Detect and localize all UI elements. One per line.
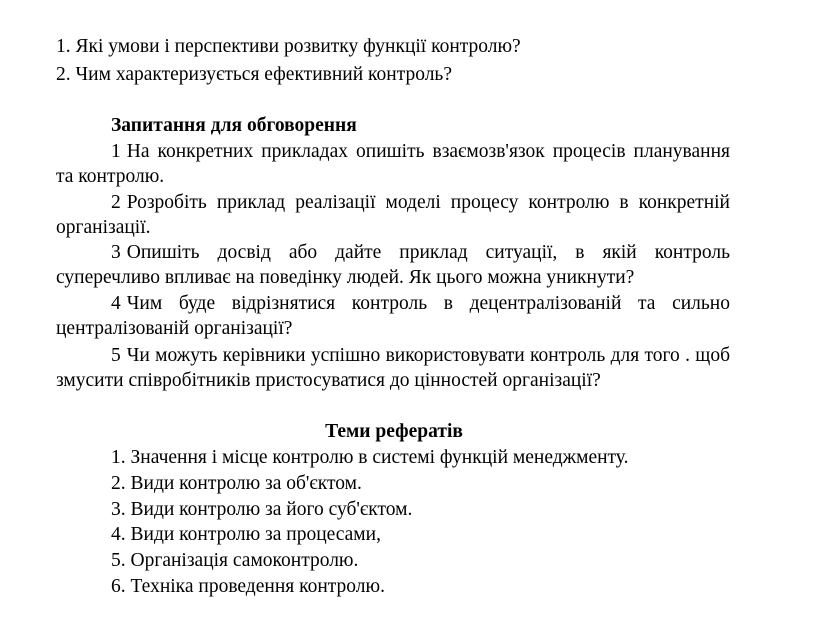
discussion-item-number: 4	[111, 293, 121, 314]
discussion-item-text: Розробіть приклад реалізації моделі процесу контролю в конкретній організації.	[56, 192, 730, 238]
discussion-item-1	[56, 139, 730, 189]
topic-item-3: 3. Види контролю за його суб'єктом.	[111, 499, 413, 520]
topic-item-6: 6. Техніка проведення контролю.	[111, 576, 385, 597]
discussion-item-number: 2	[111, 192, 121, 213]
control-question-1: 1. Які умови і перспективи розвитку функції контролю?	[56, 36, 521, 57]
control-question-2: 2. Чим характеризується ефективний контроль?	[56, 64, 452, 85]
discussion-item-number: 1	[111, 141, 121, 162]
discussion-item-number: 5	[111, 345, 121, 366]
topic-item-2: 2. Види контролю за об'єктом.	[111, 473, 362, 494]
discussion-heading: Запитання для обговорення	[111, 115, 357, 136]
discussion-item-text: Чи можуть керівники успішно використовувати контроль для того . щоб змусити співробітників пристосуватися до цінностей організації?	[56, 345, 730, 391]
discussion-item-number: 3	[111, 242, 121, 263]
discussion-item-3	[56, 240, 730, 290]
discussion-item-text: Опишіть досвід або дайте приклад ситуації, в якій контроль суперечливо впливає на поведінку людей. Як цього можна уникнути?	[56, 242, 730, 288]
discussion-item-text: Чим буде відрізнятися контроль в децентралізованій та сильно централізованій організації?	[56, 293, 730, 339]
discussion-item-2	[56, 190, 730, 240]
discussion-item-5	[56, 343, 730, 393]
topic-item-4: 4. Види контролю за процесами,	[111, 524, 381, 545]
topic-item-5: 5. Організація самоконтролю.	[111, 550, 359, 571]
discussion-item-4	[56, 291, 730, 341]
discussion-item-text: На конкретних прикладах опишіть взаємозв'язок процесів планування та контролю.	[56, 141, 730, 187]
topic-item-1: 1. Значення і місце контролю в системі функцій менеджменту.	[111, 447, 629, 468]
topics-heading: Теми рефератів	[325, 421, 463, 442]
